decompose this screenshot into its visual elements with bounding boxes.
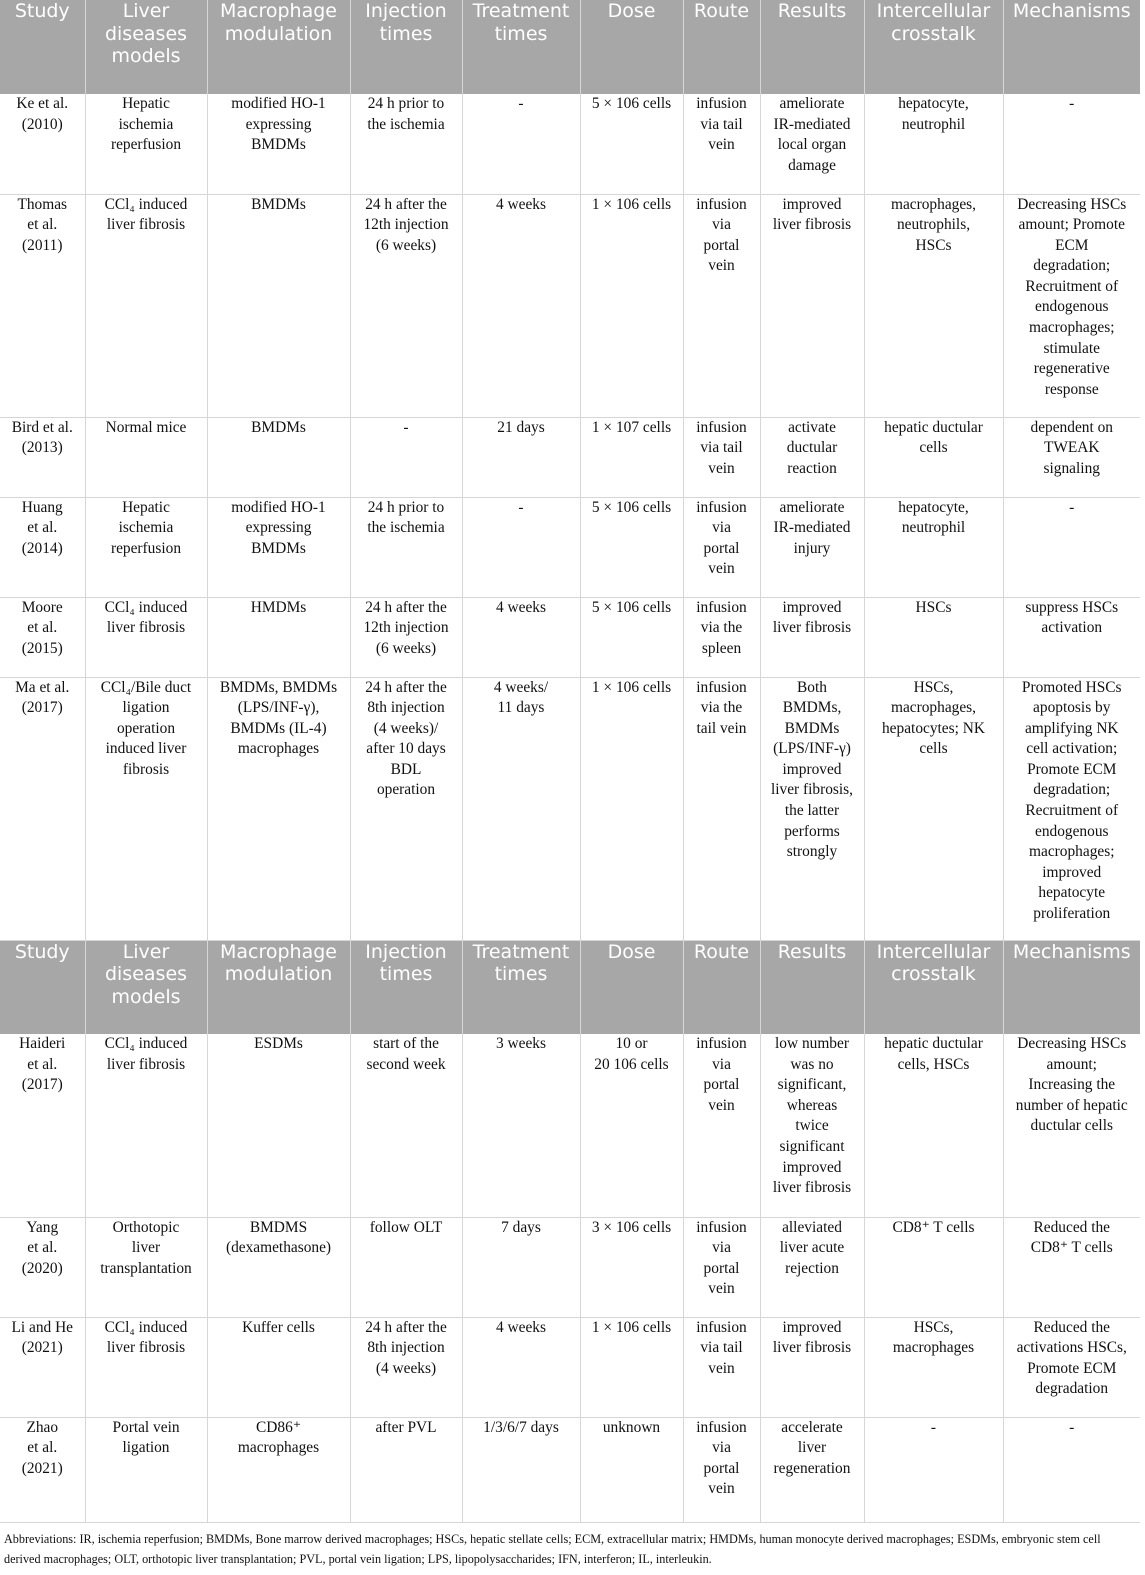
cell-treatment: 21 days <box>462 417 580 497</box>
header-intercellular-crosstalk: Intercellular crosstalk <box>864 940 1003 1034</box>
cell-dose: 1 × 106 cells <box>580 1317 683 1417</box>
table-header-row-repeat <box>0 940 1140 1034</box>
cell-route: infusion via tail vein <box>683 94 760 194</box>
cell-dose: 1 × 106 cells <box>580 194 683 417</box>
header-route: Route <box>683 940 760 1034</box>
cell-study: Ma et al. (2017) <box>0 677 85 940</box>
cell-injection: - <box>350 417 462 497</box>
header-macrophage-modulation: Macrophage modulation <box>207 940 350 1034</box>
cell-mechanisms: Reduced the CD8⁺ T cells <box>1003 1217 1140 1317</box>
cell-crosstalk: macrophages, neutrophils, HSCs <box>864 194 1003 417</box>
cell-results: Both BMDMs, BMDMs (LPS/INF-γ) improved liver fibrosis, the latter performs strongly <box>760 677 864 940</box>
cell-route: infusion via tail vein <box>683 417 760 497</box>
cell-model: Normal mice <box>85 417 207 497</box>
cell-route: infusion via tail vein <box>683 1317 760 1417</box>
cell-treatment: - <box>462 497 580 597</box>
cell-modulation: ESDMs <box>207 1034 350 1217</box>
cell-model: CCl₄/Bile duct ligation operation induced liver fibrosis <box>85 677 207 940</box>
header-liver-disease-models: Liver diseases models <box>85 940 207 1034</box>
table-row <box>0 1217 1140 1317</box>
cell-treatment: 4 weeks <box>462 597 580 677</box>
cell-dose: 1 × 107 cells <box>580 417 683 497</box>
cell-mechanisms: Reduced the activations HSCs, Promote ECM degradation <box>1003 1317 1140 1417</box>
cell-study: Ke et al. (2010) <box>0 94 85 194</box>
cell-treatment: 3 weeks <box>462 1034 580 1217</box>
header-route: Route <box>683 0 760 94</box>
header-macrophage-modulation: Macrophage modulation <box>207 0 350 94</box>
cell-route: infusion via the tail vein <box>683 677 760 940</box>
cell-crosstalk: CD8⁺ T cells <box>864 1217 1003 1317</box>
table-row <box>0 194 1140 417</box>
cell-study: Li and He (2021) <box>0 1317 85 1417</box>
cell-injection: follow OLT <box>350 1217 462 1317</box>
cell-modulation: BMDMs <box>207 194 350 417</box>
cell-treatment: 4 weeks <box>462 194 580 417</box>
cell-results: ameliorate IR-mediated local organ damage <box>760 94 864 194</box>
cell-results: accelerate liver regeneration <box>760 1417 864 1522</box>
cell-crosstalk: - <box>864 1417 1003 1522</box>
cell-results: activate ductular reaction <box>760 417 864 497</box>
table-row <box>0 94 1140 194</box>
cell-mechanisms: suppress HSCs activation <box>1003 597 1140 677</box>
cell-modulation: BMDMS (dexamethasone) <box>207 1217 350 1317</box>
cell-dose: 5 × 106 cells <box>580 597 683 677</box>
cell-injection: 24 h after the 12th injection (6 weeks) <box>350 597 462 677</box>
table-row <box>0 677 1140 940</box>
cell-treatment: 7 days <box>462 1217 580 1317</box>
cell-model: CCl₄ induced liver fibrosis <box>85 1317 207 1417</box>
cell-route: infusion via portal vein <box>683 1417 760 1522</box>
header-mechanisms: Mechanisms <box>1003 0 1140 94</box>
cell-results: improved liver fibrosis <box>760 1317 864 1417</box>
header-treatment-times: Treatment times <box>462 940 580 1034</box>
header-treatment-times: Treatment times <box>462 0 580 94</box>
cell-crosstalk: HSCs, macrophages, hepatocytes; NK cells <box>864 677 1003 940</box>
cell-study: Huang et al. (2014) <box>0 497 85 597</box>
header-injection-times: Injection times <box>350 940 462 1034</box>
header-results: Results <box>760 0 864 94</box>
cell-route: infusion via the spleen <box>683 597 760 677</box>
cell-results: ameliorate IR-mediated injury <box>760 497 864 597</box>
cell-dose: 5 × 106 cells <box>580 94 683 194</box>
header-liver-disease-models: Liver diseases models <box>85 0 207 94</box>
header-dose: Dose <box>580 0 683 94</box>
header-mechanisms: Mechanisms <box>1003 940 1140 1034</box>
cell-modulation: BMDMs <box>207 417 350 497</box>
cell-crosstalk: hepatocyte, neutrophil <box>864 497 1003 597</box>
table-row <box>0 497 1140 597</box>
cell-study: Moore et al. (2015) <box>0 597 85 677</box>
cell-model: Portal vein ligation <box>85 1417 207 1522</box>
cell-model: CCl₄ induced liver fibrosis <box>85 194 207 417</box>
cell-treatment: 1/3/6/7 days <box>462 1417 580 1522</box>
cell-dose: unknown <box>580 1417 683 1522</box>
cell-crosstalk: hepatic ductular cells <box>864 417 1003 497</box>
header-study: Study <box>0 940 85 1034</box>
table-row <box>0 597 1140 677</box>
cell-study: Haideri et al. (2017) <box>0 1034 85 1217</box>
cell-treatment: 4 weeks <box>462 1317 580 1417</box>
header-results: Results <box>760 940 864 1034</box>
cell-mechanisms: dependent on TWEAK signaling <box>1003 417 1140 497</box>
cell-modulation: CD86⁺ macrophages <box>207 1417 350 1522</box>
header-study: Study <box>0 0 85 94</box>
cell-results: improved liver fibrosis <box>760 597 864 677</box>
cell-treatment: - <box>462 94 580 194</box>
cell-dose: 1 × 106 cells <box>580 677 683 940</box>
cell-mechanisms: - <box>1003 497 1140 597</box>
cell-mechanisms: - <box>1003 1417 1140 1522</box>
table-row <box>0 1034 1140 1217</box>
cell-injection: 24 h after the 8th injection (4 weeks)/ after 10 days BDL operation <box>350 677 462 940</box>
cell-results: improved liver fibrosis <box>760 194 864 417</box>
cell-crosstalk: hepatocyte, neutrophil <box>864 94 1003 194</box>
cell-route: infusion via portal vein <box>683 194 760 417</box>
header-intercellular-crosstalk: Intercellular crosstalk <box>864 0 1003 94</box>
cell-study: Yang et al. (2020) <box>0 1217 85 1317</box>
cell-model: Orthotopic liver transplantation <box>85 1217 207 1317</box>
cell-crosstalk: HSCs <box>864 597 1003 677</box>
cell-mechanisms: Decreasing HSCs amount; Promote ECM degradation; Recruitment of endogenous macrophages; stimulate regenerative response <box>1003 194 1140 417</box>
cell-results: low number was no significant, whereas twice significant improved liver fibrosis <box>760 1034 864 1217</box>
table-header-row <box>0 0 1140 94</box>
cell-model: CCl₄ induced liver fibrosis <box>85 597 207 677</box>
cell-treatment: 4 weeks/ 11 days <box>462 677 580 940</box>
cell-mechanisms: - <box>1003 94 1140 194</box>
cell-injection: 24 h after the 8th injection (4 weeks) <box>350 1317 462 1417</box>
cell-route: infusion via portal vein <box>683 1217 760 1317</box>
cell-injection: start of the second week <box>350 1034 462 1217</box>
cell-model: CCl₄ induced liver fibrosis <box>85 1034 207 1217</box>
cell-model: Hepatic ischemia reperfusion <box>85 94 207 194</box>
cell-modulation: Kuffer cells <box>207 1317 350 1417</box>
cell-injection: 24 h after the 12th injection (6 weeks) <box>350 194 462 417</box>
cell-crosstalk: HSCs, macrophages <box>864 1317 1003 1417</box>
cell-modulation: modified HO-1 expressing BMDMs <box>207 497 350 597</box>
cell-route: infusion via portal vein <box>683 1034 760 1217</box>
header-injection-times: Injection times <box>350 0 462 94</box>
abbreviations-footnote: Abbreviations: IR, ischemia reperfusion; BMDMs, Bone marrow derived macrophages; HSCs, hepatic stellate cells; ECM, extracellular matrix; HMDMs, human monocyte derived macrophages; ESDMs, embryonic stem cell derived macrophages; OLT, orthotopic liver transplantation; PVL, portal vein ligation; LPS, lipopolysaccharides; IFN, interferon; IL, interleukin. <box>4 1532 1101 1566</box>
cell-study: Thomas et al. (2011) <box>0 194 85 417</box>
cell-mechanisms: Promoted HSCs apoptosis by amplifying NK cell activation; Promote ECM degradation; Recruitment of endogenous macrophages; improved hepatocyte proliferation <box>1003 677 1140 940</box>
cell-modulation: BMDMs, BMDMs (LPS/INF-γ), BMDMs (IL-4) macrophages <box>207 677 350 940</box>
cell-results: alleviated liver acute rejection <box>760 1217 864 1317</box>
cell-study: Bird et al. (2013) <box>0 417 85 497</box>
cell-modulation: HMDMs <box>207 597 350 677</box>
cell-injection: 24 h prior to the ischemia <box>350 497 462 597</box>
cell-dose: 10 or 20 106 cells <box>580 1034 683 1217</box>
cell-study: Zhao et al. (2021) <box>0 1417 85 1522</box>
cell-modulation: modified HO-1 expressing BMDMs <box>207 94 350 194</box>
cell-dose: 5 × 106 cells <box>580 497 683 597</box>
cell-injection: after PVL <box>350 1417 462 1522</box>
cell-model: Hepatic ischemia reperfusion <box>85 497 207 597</box>
table-row <box>0 1417 1140 1522</box>
cell-dose: 3 × 106 cells <box>580 1217 683 1317</box>
cell-route: infusion via portal vein <box>683 497 760 597</box>
table-row <box>0 1317 1140 1417</box>
cell-mechanisms: Decreasing HSCs amount; Increasing the number of hepatic ductular cells <box>1003 1034 1140 1217</box>
table-row <box>0 417 1140 497</box>
header-dose: Dose <box>580 940 683 1034</box>
cell-injection: 24 h prior to the ischemia <box>350 94 462 194</box>
cell-crosstalk: hepatic ductular cells, HSCs <box>864 1034 1003 1217</box>
